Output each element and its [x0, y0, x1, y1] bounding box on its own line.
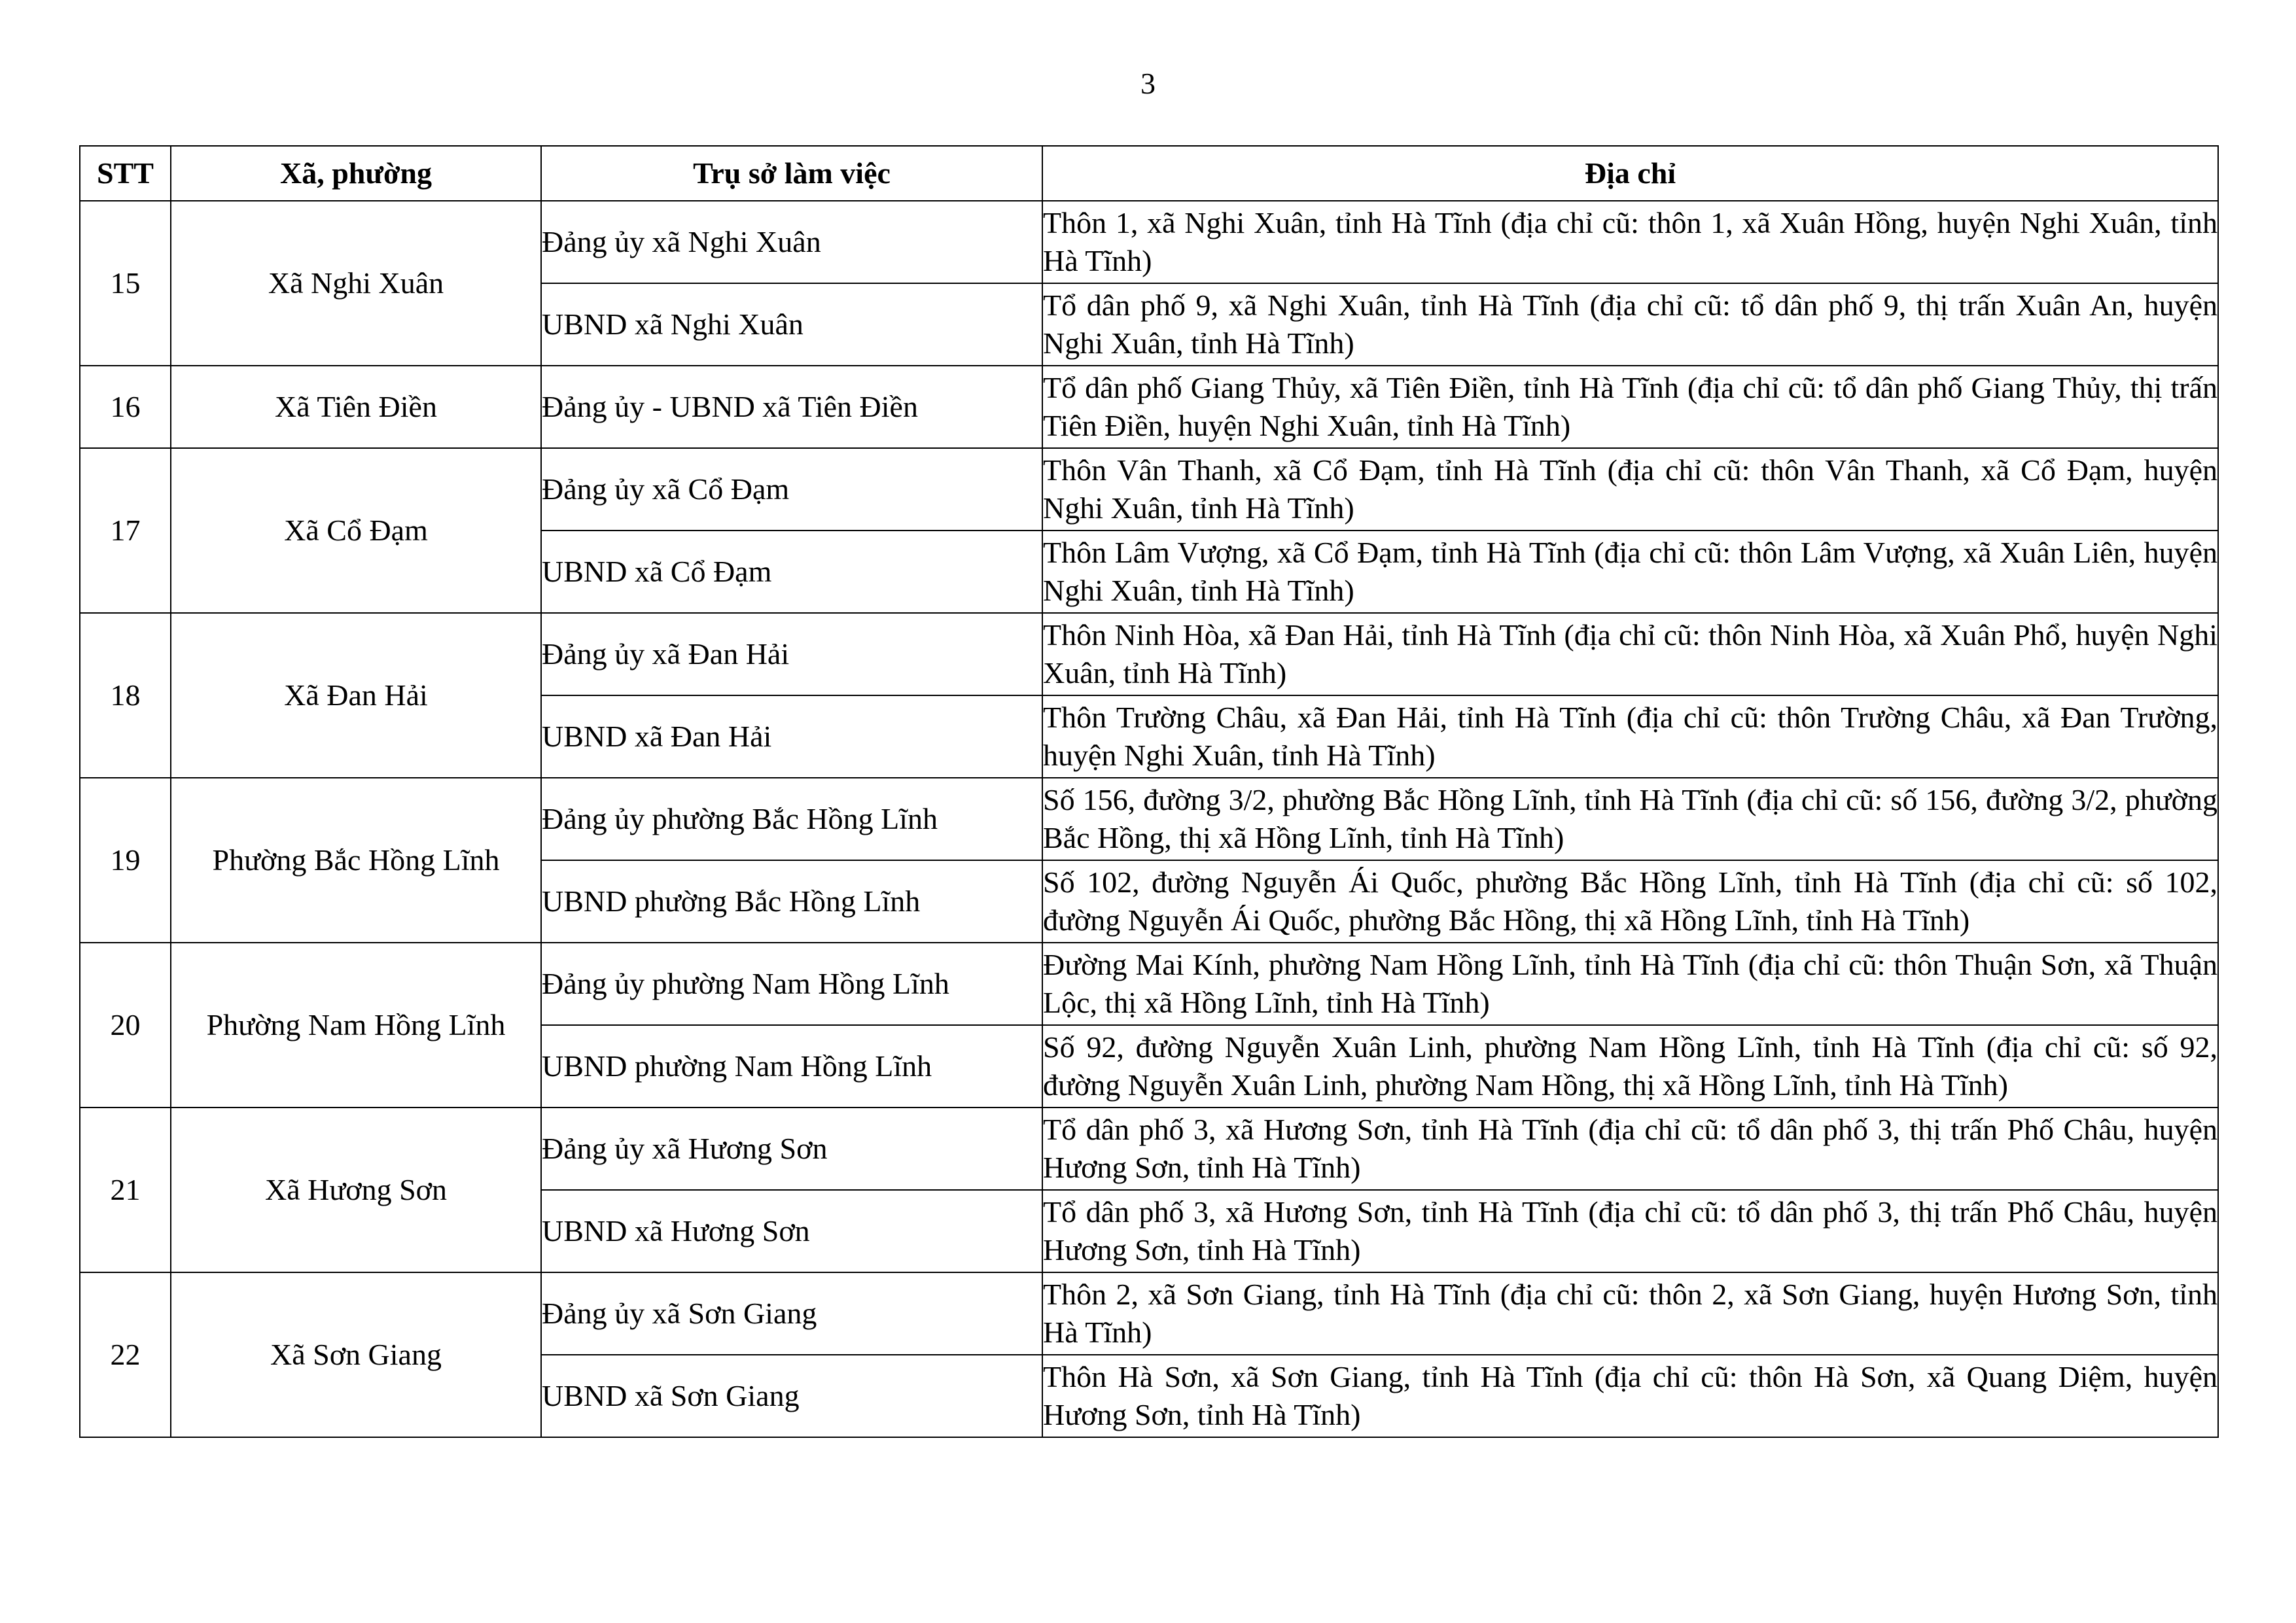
- stt-cell: 17: [80, 448, 171, 613]
- address-cell: Số 156, đường 3/2, phường Bắc Hồng Lĩnh, tỉnh Hà Tĩnh (địa chỉ cũ: số 156, đường 3/2, phường Bắc Hồng, thị xã Hồng Lĩnh, tỉnh Hà Tĩnh): [1042, 778, 2218, 860]
- office-cell: UBND xã Sơn Giang: [541, 1355, 1042, 1437]
- address-cell: Thôn Ninh Hòa, xã Đan Hải, tỉnh Hà Tĩnh (địa chỉ cũ: thôn Ninh Hòa, xã Xuân Phổ, huyện Nghi Xuân, tỉnh Hà Tĩnh): [1042, 613, 2218, 695]
- address-cell: Đường Mai Kính, phường Nam Hồng Lĩnh, tỉnh Hà Tĩnh (địa chỉ cũ: thôn Thuận Sơn, xã Thuận Lộc, thị xã Hồng Lĩnh, tỉnh Hà Tĩnh): [1042, 943, 2218, 1025]
- office-cell: Đảng ủy phường Bắc Hồng Lĩnh: [541, 778, 1042, 860]
- office-cell: UBND xã Hương Sơn: [541, 1190, 1042, 1272]
- commune-cell: Xã Tiên Điền: [171, 366, 541, 448]
- address-cell: Tổ dân phố 3, xã Hương Sơn, tỉnh Hà Tĩnh (địa chỉ cũ: tổ dân phố 3, thị trấn Phố Châu, huyện Hương Sơn, tỉnh Hà Tĩnh): [1042, 1190, 2218, 1272]
- address-cell: Tổ dân phố Giang Thủy, xã Tiên Điền, tỉnh Hà Tĩnh (địa chỉ cũ: tổ dân phố Giang Thủy, thị trấn Tiên Điền, huyện Nghi Xuân, tỉnh Hà Tĩnh): [1042, 366, 2218, 448]
- office-cell: Đảng ủy xã Hương Sơn: [541, 1108, 1042, 1190]
- address-cell: Tổ dân phố 3, xã Hương Sơn, tỉnh Hà Tĩnh (địa chỉ cũ: tổ dân phố 3, thị trấn Phố Châu, huyện Hương Sơn, tỉnh Hà Tĩnh): [1042, 1108, 2218, 1190]
- table-row: [80, 1272, 2218, 1355]
- stt-cell: 22: [80, 1272, 171, 1437]
- office-cell: UBND xã Nghi Xuân: [541, 283, 1042, 366]
- address-cell: Số 102, đường Nguyễn Ái Quốc, phường Bắc Hồng Lĩnh, tỉnh Hà Tĩnh (địa chỉ cũ: số 102, đường Nguyễn Ái Quốc, phường Bắc Hồng, thị xã Hồng Lĩnh, tỉnh Hà Tĩnh): [1042, 860, 2218, 943]
- commune-cell: Xã Hương Sơn: [171, 1108, 541, 1272]
- stt-cell: 21: [80, 1108, 171, 1272]
- address-cell: Thôn Hà Sơn, xã Sơn Giang, tỉnh Hà Tĩnh (địa chỉ cũ: thôn Hà Sơn, xã Quang Diệm, huyện Hương Sơn, tỉnh Hà Tĩnh): [1042, 1355, 2218, 1437]
- commune-cell: Xã Nghi Xuân: [171, 201, 541, 366]
- office-cell: Đảng ủy phường Nam Hồng Lĩnh: [541, 943, 1042, 1025]
- office-cell: UBND xã Cổ Đạm: [541, 531, 1042, 613]
- office-cell: Đảng ủy xã Nghi Xuân: [541, 201, 1042, 283]
- commune-cell: Phường Nam Hồng Lĩnh: [171, 943, 541, 1108]
- table-header-row: [80, 146, 2218, 201]
- stt-cell: 19: [80, 778, 171, 943]
- office-cell: UBND xã Đan Hải: [541, 695, 1042, 778]
- commune-cell: Xã Đan Hải: [171, 613, 541, 778]
- table-body: [80, 201, 2218, 1437]
- office-address-table: [79, 145, 2219, 1438]
- header-address: Địa chỉ: [1042, 146, 2218, 201]
- stt-cell: 16: [80, 366, 171, 448]
- commune-cell: Phường Bắc Hồng Lĩnh: [171, 778, 541, 943]
- office-cell: Đảng ủy xã Đan Hải: [541, 613, 1042, 695]
- stt-cell: 20: [80, 943, 171, 1108]
- table-row: [80, 366, 2218, 448]
- table-row: [80, 448, 2218, 531]
- stt-cell: 15: [80, 201, 171, 366]
- address-cell: Số 92, đường Nguyễn Xuân Linh, phường Nam Hồng Lĩnh, tỉnh Hà Tĩnh (địa chỉ cũ: số 92, đường Nguyễn Xuân Linh, phường Nam Hồng, thị xã Hồng Lĩnh, tỉnh Hà Tĩnh): [1042, 1025, 2218, 1108]
- stt-cell: 18: [80, 613, 171, 778]
- address-cell: Thôn Lâm Vượng, xã Cổ Đạm, tỉnh Hà Tĩnh (địa chỉ cũ: thôn Lâm Vượng, xã Xuân Liên, huyện Nghi Xuân, tỉnh Hà Tĩnh): [1042, 531, 2218, 613]
- address-cell: Thôn Vân Thanh, xã Cổ Đạm, tỉnh Hà Tĩnh (địa chỉ cũ: thôn Vân Thanh, xã Cổ Đạm, huyện Nghi Xuân, tỉnh Hà Tĩnh): [1042, 448, 2218, 531]
- table-row: [80, 613, 2218, 695]
- office-cell: UBND phường Bắc Hồng Lĩnh: [541, 860, 1042, 943]
- header-commune: Xã, phường: [171, 146, 541, 201]
- address-cell: Thôn Trường Châu, xã Đan Hải, tỉnh Hà Tĩnh (địa chỉ cũ: thôn Trường Châu, xã Đan Trường, huyện Nghi Xuân, tỉnh Hà Tĩnh): [1042, 695, 2218, 778]
- address-cell: Tổ dân phố 9, xã Nghi Xuân, tỉnh Hà Tĩnh (địa chỉ cũ: tổ dân phố 9, thị trấn Xuân An, huyện Nghi Xuân, tỉnh Hà Tĩnh): [1042, 283, 2218, 366]
- address-cell: Thôn 1, xã Nghi Xuân, tỉnh Hà Tĩnh (địa chỉ cũ: thôn 1, xã Xuân Hồng, huyện Nghi Xuân, tỉnh Hà Tĩnh): [1042, 201, 2218, 283]
- page-number: 3: [1140, 67, 1156, 100]
- table-row: [80, 778, 2218, 860]
- header-stt: STT: [80, 146, 171, 201]
- commune-cell: Xã Cổ Đạm: [171, 448, 541, 613]
- table-row: [80, 943, 2218, 1025]
- office-cell: Đảng ủy xã Cổ Đạm: [541, 448, 1042, 531]
- address-cell: Thôn 2, xã Sơn Giang, tỉnh Hà Tĩnh (địa chỉ cũ: thôn 2, xã Sơn Giang, huyện Hương Sơn, tỉnh Hà Tĩnh): [1042, 1272, 2218, 1355]
- office-cell: Đảng ủy xã Sơn Giang: [541, 1272, 1042, 1355]
- office-cell: Đảng ủy - UBND xã Tiên Điền: [541, 366, 1042, 448]
- table-row: [80, 201, 2218, 283]
- commune-cell: Xã Sơn Giang: [171, 1272, 541, 1437]
- table-row: [80, 1108, 2218, 1190]
- office-cell: UBND phường Nam Hồng Lĩnh: [541, 1025, 1042, 1108]
- header-office: Trụ sở làm việc: [541, 146, 1042, 201]
